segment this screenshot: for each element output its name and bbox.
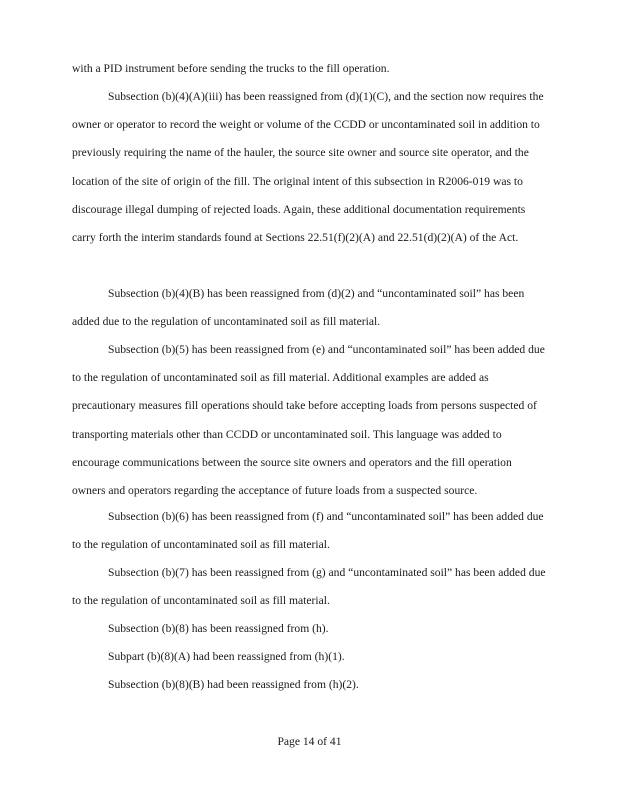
paragraph-9: Subsection (b)(8)(B) had been reassigned from (h)(2). [108,678,359,691]
paragraph-1: with a PID instrument before sending the trucks to the fill operation. [72,62,390,75]
page-number-footer: Page 14 of 41 [277,735,342,748]
paragraph-3: Subsection (b)(4)(B) has been reassigned from (d)(2) and “uncontaminated soil” has been added due to the regulation of uncontaminated soil as fill material. [72,287,525,329]
paragraph-2: Subsection (b)(4)(A)(iii) has been reassigned from (d)(1)(C), and the section now requires the owner or operator to record the weight or volume of the CCDD or uncontaminated soil in addition to previously requiring the name of the hauler, the source site owner and source site operator, and the location of the site of origin of the fill. The original intent of this subsection in R2006-019 was to discourage illegal dumping of rejected loads. Again, these additional documentation requirements carry forth the interim standards found at Sections 22.51(f)(2)(A) and 22.51(d)(2)(A) of the Act. [72,90,544,245]
paragraph-4: Subsection (b)(5) has been reassigned from (e) and “uncontaminated soil” has been added due to the regulation of uncontaminated soil as fill material. Additional examples are added as precautionary measures fill operations should take before accepting loads from persons suspected of transporting materials other than CCDD or uncontaminated soil. This language was added to encourage communications between the source site owners and operators and the fill operation owners and operators regarding the acceptance of future loads from a suspected source. [72,343,545,498]
paragraph-5: Subsection (b)(6) has been reassigned from (f) and “uncontaminated soil” has been added due to the regulation of uncontaminated soil as fill material. [72,510,544,552]
paragraph-7: Subsection (b)(8) has been reassigned from (h). [108,622,329,635]
paragraph-6: Subsection (b)(7) has been reassigned from (g) and “uncontaminated soil” has been added due to the regulation of uncontaminated soil as fill material. [72,566,546,608]
paragraph-8: Subpart (b)(8)(A) had been reassigned from (h)(1). [108,650,345,663]
